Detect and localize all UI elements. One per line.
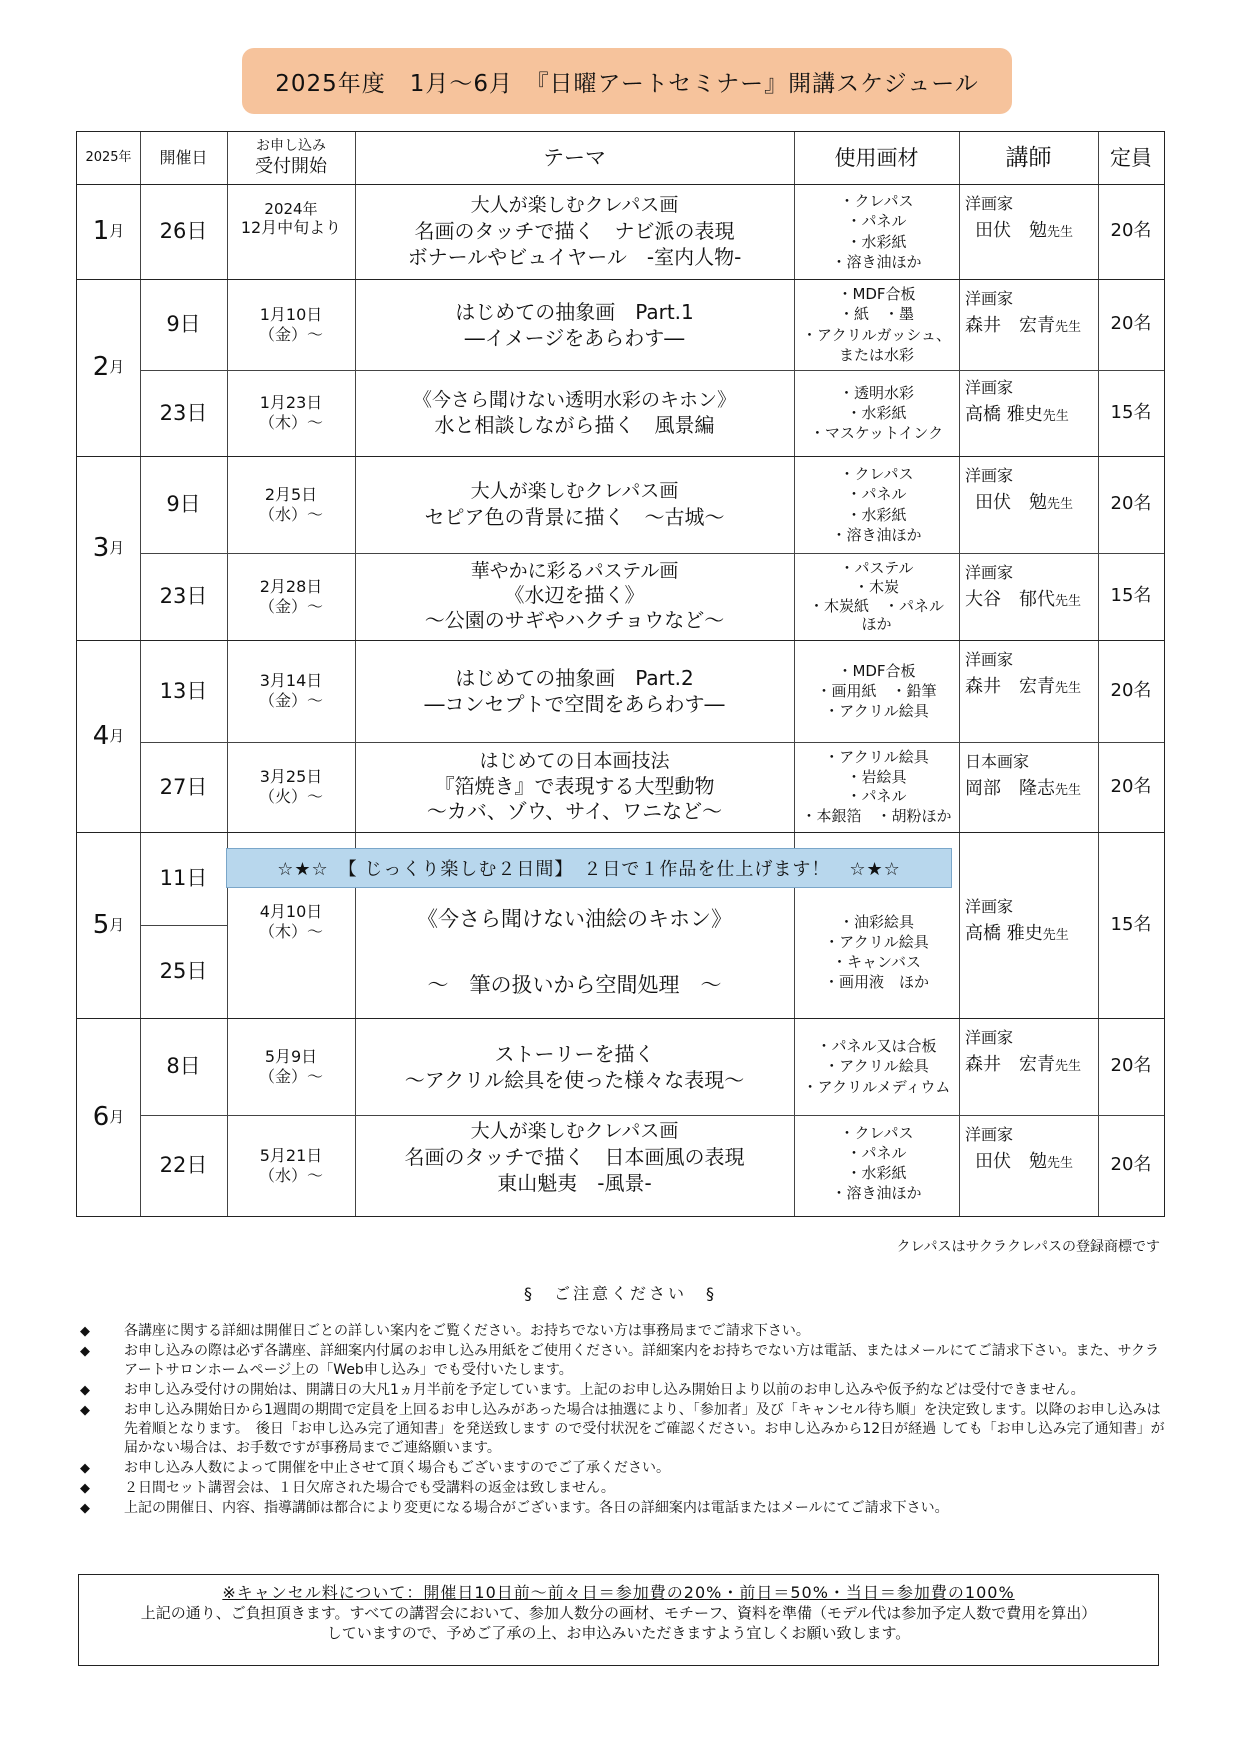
cancel-policy-box (78, 1574, 1159, 1666)
teacher-role: 洋画家 (965, 378, 1014, 397)
session-materials (794, 892, 959, 1012)
month-3-num: 3 (92, 532, 110, 563)
header-theme: テーマ (543, 145, 606, 170)
start-line1: 3月14日 (259, 671, 323, 690)
note-text: ２日間セット講習会は、１日欠席された場合でも受講料の返金は致しません。 (124, 1480, 615, 1496)
session-theme (355, 279, 794, 370)
teacher-name (965, 315, 1081, 338)
header-year: 2025年 (85, 149, 132, 165)
month-4 (77, 640, 140, 832)
session-start (227, 1115, 355, 1216)
teacher-name-text: 森井 宏青 (965, 676, 1055, 697)
session-materials (794, 553, 959, 640)
start-line1: 5月21日 (259, 1145, 323, 1165)
theme-line: ―イメージをあらわす― (464, 325, 685, 350)
material-item: ・本銀箔 ・胡粉ほか (801, 806, 952, 825)
material-item: ・パステル (839, 559, 914, 577)
session-materials (794, 279, 959, 370)
start-line2: （水）～ (258, 1165, 323, 1185)
month-5-num: 5 (92, 909, 110, 940)
session-materials (794, 742, 959, 832)
month-2 (77, 279, 140, 456)
session-day: 23日 (159, 400, 208, 425)
material-item: ・油彩絵具 (838, 912, 914, 931)
teacher-title: 先生 (1042, 409, 1069, 424)
teacher-title: 先生 (1047, 225, 1074, 240)
material-item: ・水彩紙 (846, 403, 907, 422)
session-materials (794, 1115, 959, 1211)
teacher-name (965, 220, 1073, 243)
start-line1: 4月10日 (259, 902, 323, 921)
session-capacity: 15名 (1110, 913, 1152, 935)
teacher-name-text: 森井 宏青 (965, 315, 1055, 336)
session-start (227, 877, 355, 967)
session-theme (355, 1018, 794, 1115)
teacher-title: 先生 (1055, 681, 1082, 696)
theme-line: 《水辺を描く》 (504, 583, 645, 608)
cancel-policy-body1: 上記の通り、ご負担頂きます。すべての講習会において、参加人数分の画材、モチーフ、資料を準備（モデル代は参加予定人数で費用を算出） (140, 1604, 1097, 1622)
teacher-name (965, 492, 1073, 515)
session-teacher (965, 553, 1098, 650)
diamond-bullet-icon: ◆ (80, 1324, 90, 1339)
teacher-name (965, 1054, 1081, 1077)
material-item: ・アクリル絵具 (824, 702, 929, 721)
note-item (80, 1499, 1170, 1518)
theme-line: 華やかに彩るパステル画 (470, 559, 679, 582)
session-capacity: 20名 (1110, 775, 1152, 797)
start-line2: （木）～ (258, 922, 323, 941)
session-day: 26日 (159, 219, 208, 244)
material-item: ・パネル (846, 212, 907, 231)
session-day: 13日 (159, 678, 208, 703)
session-day: 8日 (166, 1054, 201, 1079)
diamond-bullet-icon: ◆ (80, 1383, 90, 1398)
material-item: ・透明水彩 (838, 383, 914, 402)
teacher-role: 洋画家 (965, 289, 1014, 308)
teacher-title: 先生 (1047, 1156, 1074, 1171)
note-text: お申し込み開始日から1週間の期間で定員を上回るお申し込みがあった場合は抽選により、「参加者」及び「キャンセル待ち順」を決定致します。以降のお申し込みは先着順となります。 後日「お申し込み完了通知書」を発送致します ので受付状況をご確認ください。お申し込みから12日が経過 しても「お申し込み完了通知書」が届かない場合は、お手数ですが事務局までご連絡願います。 (124, 1402, 1165, 1456)
teacher-title: 先生 (1055, 783, 1082, 798)
session-capacity: 15名 (1110, 585, 1152, 607)
theme-line: 名画のタッチで描く 日本画風の表現 (404, 1144, 745, 1169)
header-date: 開催日 (159, 148, 208, 167)
month-1-unit: 月 (109, 222, 125, 241)
material-item: ・アクリル絵具 (824, 748, 929, 766)
teacher-name (965, 778, 1081, 801)
start-line2: （木）～ (258, 413, 323, 432)
month-6-num: 6 (92, 1101, 110, 1132)
session-day: 9日 (166, 492, 201, 517)
session-capacity: 20名 (1110, 220, 1152, 242)
month-6 (77, 1018, 140, 1216)
session-teacher (965, 1018, 1098, 1125)
session-start (227, 370, 355, 456)
session-day: 9日 (166, 312, 201, 337)
session-theme (355, 553, 794, 640)
teacher-name-text: 田伏 勉 (975, 1151, 1047, 1172)
page-title: 2025年度 1月～6月 『日曜アートセミナー』開講スケジュール (242, 48, 1012, 114)
theme-line: ～公園のサギやハクチョウなど～ (424, 608, 725, 633)
start-line1: 5月9日 (264, 1046, 318, 1066)
session-theme (355, 742, 794, 832)
note-item (80, 1342, 1170, 1380)
material-item: ・キャンバス (832, 953, 921, 971)
theme-line: 水と相談しながら描く 風景編 (434, 413, 715, 438)
note-text: 上記の開催日、内容、指導講師は都合により変更になる場合がございます。各日の詳細案内は電話またはメールにてご請求下さい。 (124, 1500, 949, 1516)
material-item: ・画用液 ほか (823, 973, 929, 992)
teacher-title: 先生 (1047, 497, 1074, 512)
trademark-note: クレパスはサクラクレパスの登録商標です (896, 1239, 1160, 1255)
header-materials: 使用画材 (834, 145, 919, 170)
teacher-name-text: 田伏 勉 (975, 220, 1047, 241)
notes-list (80, 1322, 1170, 1519)
month-2-unit: 月 (109, 358, 125, 377)
session-start (227, 456, 355, 553)
session-capacity: 20名 (1110, 1154, 1152, 1176)
material-item: ・水彩紙 (846, 1164, 907, 1182)
session-day: 11日 (159, 866, 208, 891)
teacher-name (965, 676, 1081, 699)
note-text: お申し込み受付けの開始は、開講日の大凡1ヵ月半前を予定しています。上記のお申し込み開始日より以前のお申し込みや仮予約などは受付できません。 (124, 1382, 1085, 1398)
material-item: ・アクリル絵具 (824, 1057, 929, 1076)
material-item: ・アクリル絵具 (824, 932, 929, 951)
theme-line: 『箔焼き』で表現する大型動物 (434, 773, 715, 798)
teacher-title: 先生 (1042, 928, 1069, 943)
session-day-2: 25日 (159, 959, 208, 984)
theme-line: 《今さら聞けない油絵のキホン》 (417, 907, 732, 932)
teacher-name-text: 田伏 勉 (975, 492, 1047, 513)
teacher-name (965, 404, 1069, 427)
header-start (227, 132, 355, 184)
session-materials (794, 370, 959, 456)
theme-line: はじめての日本画技法 (479, 750, 670, 773)
session-materials (794, 456, 959, 553)
teacher-title: 先生 (1055, 320, 1082, 335)
month-3-unit: 月 (109, 538, 125, 557)
teacher-title: 先生 (1055, 1059, 1082, 1074)
note-item (80, 1401, 1170, 1458)
material-item: ・アクリルガッシュ、 (802, 325, 951, 344)
start-line2: （金）～ (258, 691, 323, 710)
teacher-role: 洋画家 (965, 1125, 1014, 1144)
cancel-policy-body2: していますので、予めご了承の上、お申込みいただきますよう宜しくお願い致します。 (326, 1624, 911, 1642)
theme-line: ～アクリル絵具を使った様々な表現～ (404, 1067, 745, 1092)
month-2-num: 2 (92, 352, 110, 383)
theme-line: ～カバ、ゾウ、サイ、ワニなど～ (426, 798, 723, 823)
session-start (227, 742, 355, 832)
theme-line: はじめての抽象画 Part.2 (455, 666, 694, 690)
teacher-role: 洋画家 (965, 897, 1014, 916)
header-teacher: 講師 (1005, 144, 1052, 171)
teacher-name (965, 589, 1081, 612)
material-item: または水彩 (838, 345, 914, 364)
notes-title: § ご注意ください § (523, 1284, 717, 1303)
material-item: ・クレパス (839, 192, 914, 210)
header-start-line1: お申し込み (256, 138, 326, 154)
session-theme (355, 456, 794, 553)
start-line1: 3月25日 (259, 767, 323, 786)
material-item: ・岩絵具 (846, 767, 907, 786)
start-line1: 2024年 (264, 199, 318, 218)
note-item (80, 1459, 1170, 1478)
start-line1: 1月10日 (259, 304, 323, 324)
session-start (227, 279, 355, 370)
session-start (227, 553, 355, 640)
teacher-name-text: 高橋 雅史 (965, 923, 1043, 944)
note-text: お申し込み人数によって開催を中止させて頂く場合もございますのでご了承ください。 (124, 1460, 670, 1476)
theme-line: 大人が楽しむクレパス画 (470, 194, 679, 217)
start-line1: 2月5日 (264, 484, 318, 504)
material-item: ・溶き油ほか (831, 252, 922, 271)
material-item: ・パネル (846, 1143, 907, 1162)
session-teacher (965, 640, 1098, 752)
start-line2: （水）～ (258, 504, 323, 524)
diamond-bullet-icon: ◆ (80, 1461, 90, 1476)
teacher-role: 洋画家 (965, 650, 1014, 669)
session-theme (355, 640, 794, 742)
teacher-name-text: 岡部 隆志 (965, 778, 1055, 799)
session-teacher (965, 279, 1098, 380)
teacher-role: 洋画家 (965, 194, 1014, 213)
material-item: ・水彩紙 (846, 505, 907, 524)
header-start-line2: 受付開始 (255, 155, 327, 177)
session-capacity: 20名 (1110, 1055, 1152, 1077)
session-start (227, 640, 355, 742)
month-3 (77, 456, 140, 640)
material-item: ・画用紙 ・鉛筆 (816, 681, 937, 700)
theme-line: 大人が楽しむクレパス画 (470, 480, 679, 503)
session-materials (794, 1018, 959, 1115)
session-theme (355, 887, 794, 1018)
month-4-num: 4 (92, 720, 110, 751)
material-item: ・クレパス (839, 1123, 914, 1142)
session-theme (355, 370, 794, 456)
material-item: ・木炭 (853, 577, 899, 596)
session-capacity: 20名 (1110, 679, 1152, 701)
teacher-name-text: 森井 宏青 (965, 1054, 1055, 1075)
theme-line: 《今さら聞けない透明水彩のキホン》 (412, 388, 736, 411)
note-item (80, 1381, 1170, 1400)
month-5-unit: 月 (109, 915, 125, 934)
start-line1: 2月28日 (259, 576, 323, 596)
material-item: ・パネル (846, 485, 907, 504)
session-day: 23日 (159, 584, 208, 609)
session-teacher (965, 456, 1098, 563)
theme-line: ボナールやビュイヤール -室内人物- (407, 244, 742, 269)
note-item (80, 1322, 1170, 1341)
start-line2: 12月中旬より (240, 218, 342, 238)
teacher-name-text: 大谷 郁代 (965, 589, 1055, 610)
theme-line: ストーリーを描く (494, 1041, 655, 1066)
start-line2: （金）～ (258, 596, 323, 616)
month-1 (77, 184, 140, 279)
material-item: ・マスケットインク (809, 424, 944, 443)
material-item: ・溶き油ほか (831, 525, 922, 544)
session-teacher (965, 370, 1098, 464)
session-capacity: 20名 (1110, 313, 1152, 335)
material-item: ・パネル (846, 787, 907, 805)
note-item (80, 1479, 1170, 1498)
month-1-num: 1 (92, 216, 110, 247)
material-item: ・木炭紙 ・パネル (808, 596, 944, 615)
teacher-name (965, 923, 1069, 946)
session-materials (794, 640, 959, 742)
note-text: お申し込みの際は必ず各講座、詳細案内付属のお申し込み用紙をご使用ください。詳細案内をお持ちでない方は電話、またはメールにてご請求下さい。また、サクラアートサロンホームページ上の「Web申し込み」でも受付いたします。 (124, 1343, 1160, 1378)
two-day-banner: ☆★☆ 【 じっくり楽しむ２日間】 ２日で１作品を仕上げます！ ☆★☆ (226, 848, 952, 888)
header-capacity: 定員 (1110, 145, 1152, 170)
teacher-title: 先生 (1055, 594, 1082, 609)
theme-line: 東山魁夷 -風景- (497, 1170, 652, 1195)
session-start (227, 184, 355, 254)
teacher-name-text: 高橋 雅史 (965, 404, 1043, 425)
session-teacher (965, 887, 1098, 997)
cancel-policy-head: ※キャンセル料について：開催日10日前～前々日＝参加費の20%・前日＝50%・当日＝参加費の100% (222, 1583, 1015, 1602)
session-teacher (965, 184, 1098, 289)
month-5 (77, 832, 140, 1018)
start-line2: （金）～ (258, 324, 323, 344)
material-item: ・溶き油ほか (831, 1184, 922, 1203)
session-capacity: 20名 (1110, 493, 1152, 515)
session-teacher (965, 1115, 1098, 1226)
theme-line: ～ 筆の扱いから空間処理 ～ (427, 972, 722, 997)
note-text: 各講座に関する詳細は開催日ごとの詳しい案内をご覧ください。お持ちでない方は事務局までご請求下さい。 (124, 1323, 810, 1339)
session-teacher (965, 742, 1098, 842)
session-capacity: 15名 (1110, 401, 1152, 423)
session-start (227, 1018, 355, 1115)
diamond-bullet-icon: ◆ (80, 1501, 90, 1516)
month-6-unit: 月 (109, 1107, 125, 1126)
theme-line: ―コンセプトで空間をあらわす― (424, 692, 725, 716)
teacher-role: 洋画家 (965, 466, 1014, 485)
theme-line: 大人が楽しむクレパス画 (470, 1120, 679, 1143)
theme-line: セピア色の背景に描く ～古城～ (424, 504, 725, 529)
material-item: ・紙 ・墨 (838, 305, 914, 324)
session-theme (355, 184, 794, 279)
session-day: 22日 (159, 1153, 208, 1178)
theme-line: はじめての抽象画 Part.1 (455, 299, 694, 324)
session-day: 27日 (159, 774, 208, 799)
material-item: ・MDF合板 (837, 285, 916, 303)
session-theme (355, 1115, 794, 1200)
diamond-bullet-icon: ◆ (80, 1481, 90, 1496)
teacher-role: 洋画家 (965, 563, 1014, 582)
month-4-unit: 月 (109, 726, 125, 745)
schedule-table (76, 131, 1165, 1217)
material-item: ・クレパス (839, 465, 914, 483)
start-line1: 1月23日 (259, 393, 323, 412)
teacher-role: 日本画家 (965, 752, 1030, 771)
theme-line: 名画のタッチで描く ナビ派の表現 (414, 218, 735, 243)
material-item: ・アクリルメディウム (802, 1077, 951, 1096)
teacher-role: 洋画家 (965, 1028, 1014, 1047)
start-line2: （金）～ (258, 1066, 323, 1086)
material-item: ・MDF合板 (837, 661, 916, 680)
material-item: ・水彩紙 (846, 232, 907, 251)
material-item: ・パネル又は合板 (816, 1037, 937, 1056)
diamond-bullet-icon: ◆ (80, 1403, 90, 1418)
material-item: ほか (861, 615, 892, 634)
session-materials (794, 184, 959, 279)
start-line2: （火）～ (258, 787, 323, 806)
diamond-bullet-icon: ◆ (80, 1344, 90, 1359)
teacher-name (965, 1151, 1073, 1174)
